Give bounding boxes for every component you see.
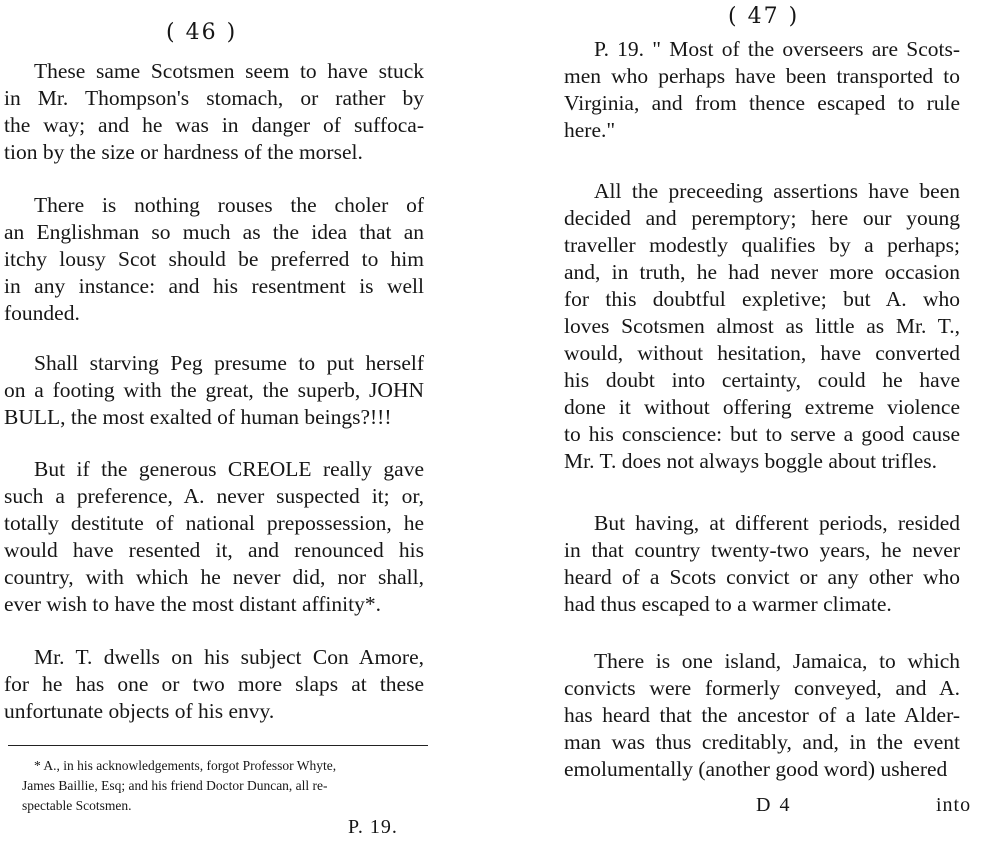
- footnote-line: * A., in his acknowledgements, forgot Professor Whyte,: [34, 758, 337, 773]
- text-line: emolumentally (another good word) ushered: [564, 757, 948, 781]
- text-line: had thus escaped to a warmer climate.: [564, 592, 892, 616]
- text-line: and, in truth, he had never more occasion: [564, 260, 960, 284]
- text-line: itchy lousy Scot should be preferred to him: [4, 247, 424, 271]
- text-line: traveller modestly qualifies by a perhaps;: [564, 233, 960, 257]
- text-line: But having, at different periods, resided: [594, 511, 960, 535]
- footnote-rule: [8, 745, 428, 746]
- text-line: P. 19. " Most of the overseers are Scots-: [594, 37, 960, 61]
- footnote-line: James Baillie, Esq; and his friend Doctor Duncan, all re-: [22, 778, 328, 793]
- text-line: There is one island, Jamaica, to which: [594, 649, 960, 673]
- text-line: There is nothing rouses the choler of: [34, 193, 424, 217]
- text-line: Mr. T. dwells on his subject Con Amore,: [34, 645, 424, 669]
- text-line: Shall starving Peg presume to put herself: [34, 351, 424, 375]
- page-number: ( 46 ): [166, 20, 238, 45]
- footnote-line: spectable Scotsmen.: [22, 798, 132, 813]
- text-line: tion by the size or hardness of the morsel.: [4, 140, 363, 164]
- text-line: such a preference, A. never suspected it; or,: [4, 484, 424, 508]
- text-line: totally destitute of national prepossession, he: [4, 511, 424, 535]
- text-line: man was thus creditably, and, in the event: [564, 730, 960, 754]
- text-line: for he has one or two more slaps at these: [4, 672, 424, 696]
- text-line: Virginia, and from thence escaped to rule: [564, 91, 960, 115]
- text-line: in Mr. Thompson's stomach, or rather by: [4, 86, 424, 110]
- catchword: P. 19.: [348, 816, 398, 838]
- text-line: But if the generous CREOLE really gave: [34, 457, 424, 481]
- text-line: here.": [564, 118, 616, 142]
- text-line: All the preceeding assertions have been: [594, 179, 960, 203]
- text-line: in that country twenty-two years, he never: [564, 538, 960, 562]
- text-line: done it without offering extreme violence: [564, 395, 960, 419]
- text-line: founded.: [4, 301, 80, 325]
- text-line: has heard that the ancestor of a late Alder-: [564, 703, 960, 727]
- text-line: convicts were formerly conveyed, and A.: [564, 676, 960, 700]
- signature-mark: D 4: [756, 794, 792, 816]
- text-line: BULL, the most exalted of human beings?!!!: [4, 405, 392, 429]
- catchword: into: [936, 794, 972, 816]
- text-line: unfortunate objects of his envy.: [4, 699, 275, 723]
- text-line: on a footing with the great, the superb, JOHN: [4, 378, 424, 402]
- text-line: an Englishman so much as the idea that an: [4, 220, 424, 244]
- text-line: decided and peremptory; here our young: [564, 206, 960, 230]
- text-line: ever wish to have the most distant affinity*.: [4, 592, 381, 616]
- right-page: [548, 0, 1000, 842]
- page-number: ( 47 ): [728, 4, 800, 29]
- text-line: to his conscience: but to serve a good cause: [564, 422, 960, 446]
- text-line: Mr. T. does not always boggle about trifles.: [564, 449, 938, 473]
- text-line: loves Scotsmen almost as little as Mr. T.,: [564, 314, 960, 338]
- left-page: [0, 0, 440, 842]
- text-line: men who perhaps have been transported to: [564, 64, 960, 88]
- text-line: in any instance: and his resentment is well: [4, 274, 424, 298]
- text-line: heard of a Scots convict or any other who: [564, 565, 960, 589]
- text-line: for this doubtful expletive; but A. who: [564, 287, 960, 311]
- text-line: would, without hesitation, have converted: [564, 341, 960, 365]
- text-line: his doubt into certainty, could he have: [564, 368, 960, 392]
- text-line: the way; and he was in danger of suffoca-: [4, 113, 424, 137]
- text-line: country, with which he never did, nor shall,: [4, 565, 424, 589]
- text-line: These same Scotsmen seem to have stuck: [34, 59, 424, 83]
- text-line: would have resented it, and renounced his: [4, 538, 424, 562]
